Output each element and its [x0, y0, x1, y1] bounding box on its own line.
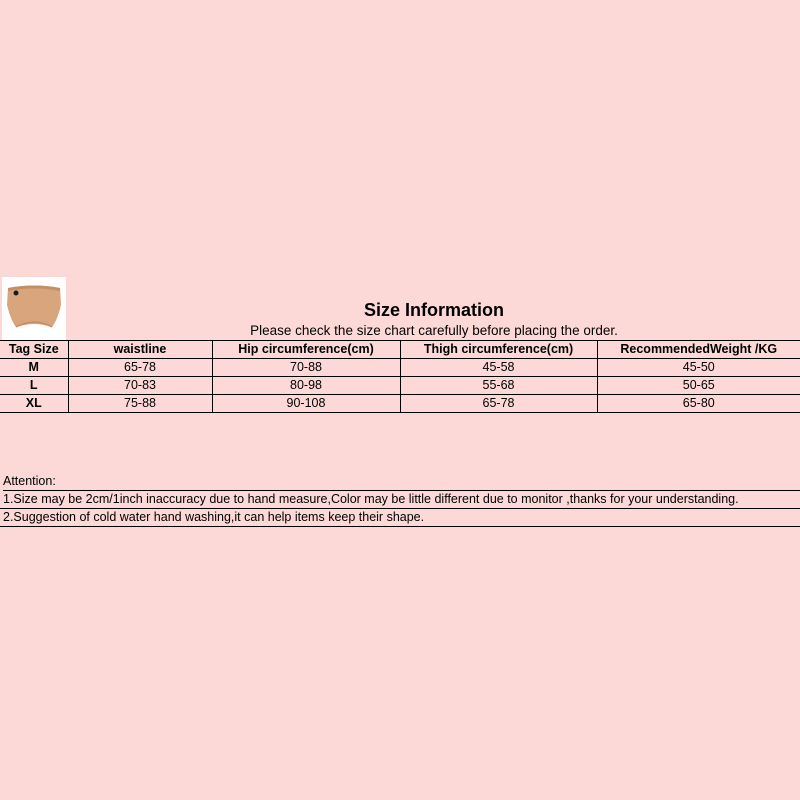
table-cell: 70-88	[212, 359, 400, 377]
table-cell: 80-98	[212, 377, 400, 395]
page-title: Size Information	[363, 300, 504, 320]
attention-notes	[3, 473, 800, 527]
page-subtitle: Please check the size chart carefully before placing the order.	[250, 323, 618, 338]
column-header: Hip circumference(cm)	[212, 341, 400, 359]
attention-note: 1.Size may be 2cm/1inch inaccuracy due to hand measure,Color may be little different due to monitor ,thanks for your understanding.	[0, 491, 800, 509]
table-cell: 65-78	[400, 395, 597, 413]
table-row	[0, 395, 800, 413]
table-cell: 50-65	[597, 377, 800, 395]
table-cell: 65-78	[68, 359, 212, 377]
table-cell: 75-88	[68, 395, 212, 413]
table-cell: 90-108	[212, 395, 400, 413]
tag-size-cell: M	[0, 359, 68, 377]
table-row	[0, 377, 800, 395]
attention-heading: Attention:	[3, 473, 800, 491]
column-header: Thigh circumference(cm)	[400, 341, 597, 359]
table-header-row	[0, 341, 800, 359]
tag-size-cell: L	[0, 377, 68, 395]
table-row	[0, 359, 800, 377]
table-cell: 55-68	[400, 377, 597, 395]
tag-size-cell: XL	[0, 395, 68, 413]
size-chart-table	[0, 340, 800, 413]
table-cell: 45-58	[400, 359, 597, 377]
column-header: Tag Size	[0, 341, 68, 359]
table-cell: 45-50	[597, 359, 800, 377]
attention-note: 2.Suggestion of cold water hand washing,it can help items keep their shape.	[0, 509, 800, 527]
table-cell: 65-80	[597, 395, 800, 413]
column-header: RecommendedWeight /KG	[597, 341, 800, 359]
table-cell: 70-83	[68, 377, 212, 395]
column-header: waistline	[68, 341, 212, 359]
